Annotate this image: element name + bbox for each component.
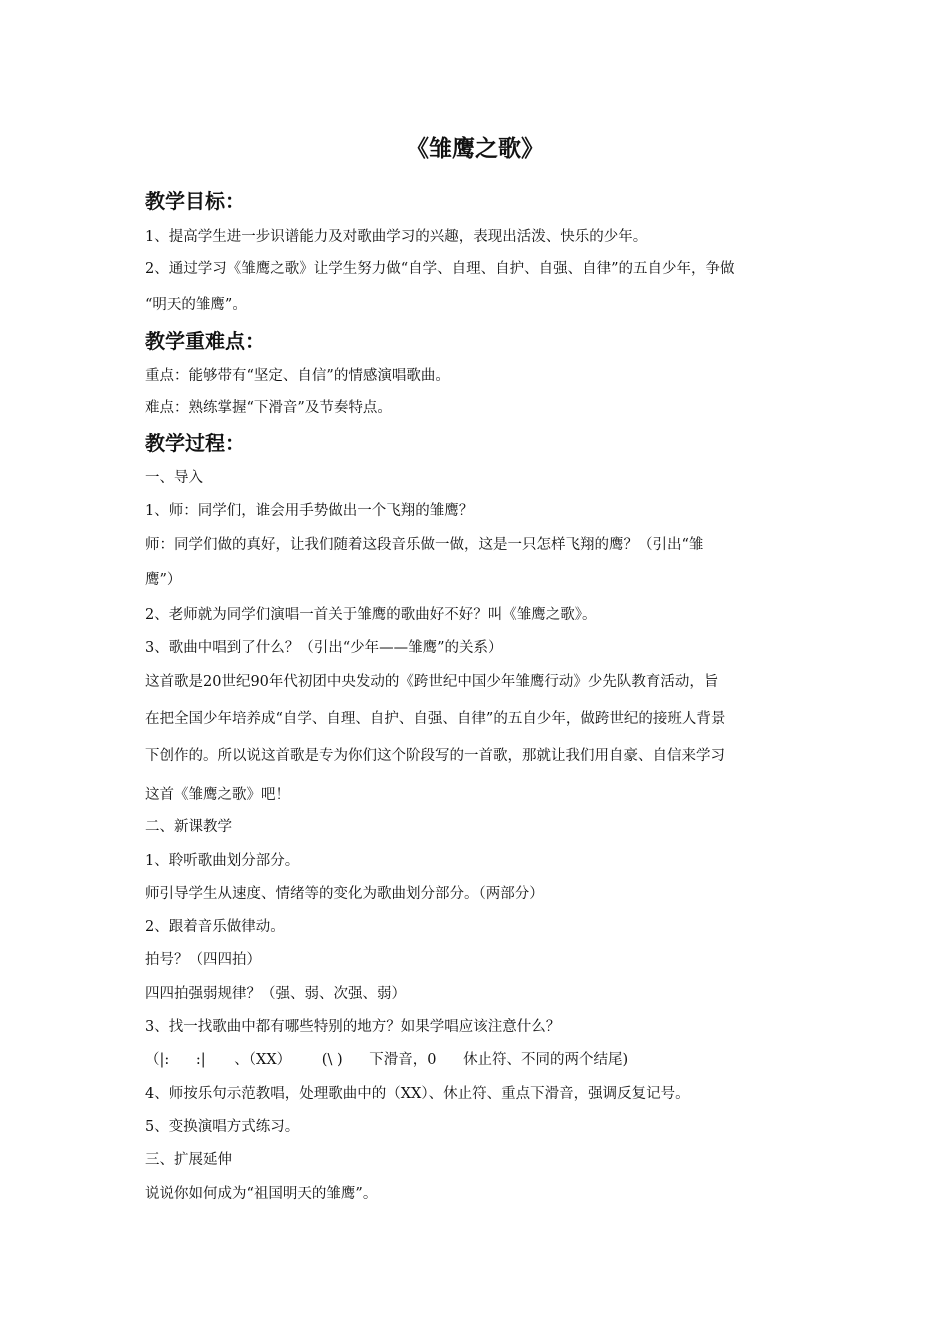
process-line-2: 1、师：同学们，谁会用手势做出一个飞翔的雏鹰？	[145, 503, 474, 519]
process-line-17: 3、找一找歌曲中都有哪些特别的地方？如果学唱应该注意什么？	[145, 1019, 561, 1035]
repeat-start-symbol: （|:	[145, 1052, 170, 1068]
symbols-line	[145, 1050, 628, 1070]
process-line-4: 鹰”）	[145, 572, 182, 588]
process-line-8: 在把全国少年培养成“自学、自理、自护、自强、自律”的五自少年，做跨世纪的接班人背景	[145, 711, 726, 727]
process-line-6: 3、歌曲中唱到了什么？（引出“少年——雏鹰”的关系）	[145, 640, 503, 656]
heading-process: 教学过程：	[145, 431, 245, 455]
process-line-3: 师：同学们做的真好，让我们随着这段音乐做一做，这是一只怎样飞翔的鹰？（引出“雏	[145, 537, 704, 553]
key-point-line-1: 重点：能够带有“坚定、自信”的情感演唱歌曲。	[145, 368, 450, 384]
glissando-symbol: (\ )	[321, 1052, 343, 1068]
process-line-13: 师引导学生从速度、情绪等的变化为歌曲划分部分。（两部分）	[145, 886, 544, 902]
process-line-14: 2、跟着音乐做律动。	[145, 919, 285, 935]
rhythm-xx-symbol: 、（XX）	[234, 1052, 292, 1068]
objective-line-1: 1、提高学生进一步识谱能力及对歌曲学习的兴趣，表现出活泼、快乐的少年。	[145, 229, 648, 245]
glissando-label: 下滑音，0	[369, 1052, 437, 1068]
heading-key-points: 教学重难点：	[145, 329, 265, 353]
process-line-16: 四四拍强弱规律？（强、弱、次强、弱）	[145, 986, 406, 1002]
process-line-9: 下创作的。所以说这首歌是专为你们这个阶段写的一首歌，那就让我们用自豪、自信来学习	[145, 748, 725, 764]
process-line-20: 三、扩展延伸	[145, 1152, 232, 1168]
objective-line-2: 2、通过学习《雏鹰之歌》让学生努力做“自学、自理、自护、自强、自律”的五自少年，争做	[145, 261, 735, 277]
process-line-5: 2、老师就为同学们演唱一首关于雏鹰的歌曲好不好？叫《雏鹰之歌》。	[145, 607, 597, 623]
process-line-1: 一、导入	[145, 470, 203, 486]
repeat-end-symbol: :|	[195, 1052, 206, 1068]
key-point-line-2: 难点：熟练掌握“下滑音”及节奏特点。	[145, 400, 392, 416]
process-line-15: 拍号？（四四拍）	[145, 952, 261, 968]
process-line-12: 1、聆听歌曲划分部分。	[145, 853, 300, 869]
objective-line-3: “明天的雏鹰”。	[145, 297, 247, 313]
heading-objectives: 教学目标：	[145, 189, 245, 213]
process-line-21: 说说你如何成为“祖国明天的雏鹰”。	[145, 1186, 378, 1202]
process-line-18: 4、师按乐句示范教唱，处理歌曲中的（XX）、休止符、重点下滑音，强调反复记号。	[145, 1086, 690, 1102]
document-title: 《雏鹰之歌》	[406, 136, 544, 162]
process-line-10: 这首《雏鹰之歌》吧！	[145, 787, 290, 803]
process-line-19: 5、变换演唱方式练习。	[145, 1119, 300, 1135]
rest-label: 休止符、不同的两个结尾)	[463, 1052, 629, 1068]
process-line-7: 这首歌是20世纪90年代初团中央发动的《跨世纪中国少年雏鹰行动》少先队教育活动，旨	[145, 674, 719, 690]
process-line-11: 二、新课教学	[145, 819, 232, 835]
